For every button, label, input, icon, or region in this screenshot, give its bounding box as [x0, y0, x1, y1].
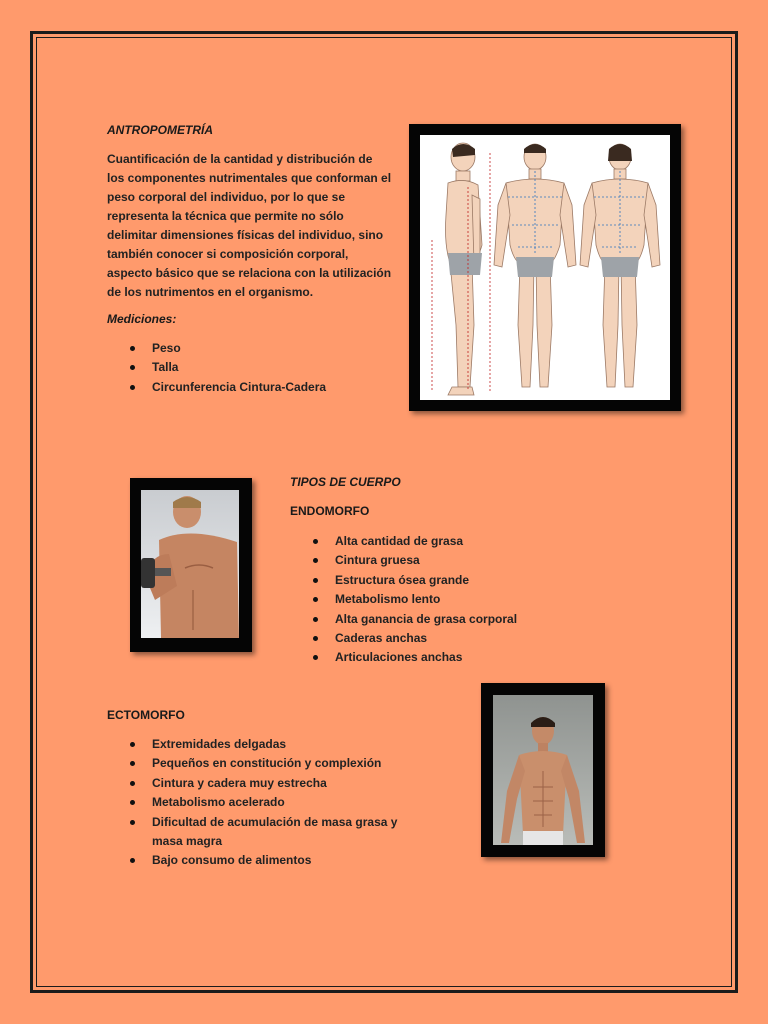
list-item: Dificultad de acumulación de masa grasa y masa magra [129, 813, 429, 852]
list-item: Caderas anchas [312, 629, 517, 648]
list-item: Pequeños en constitución y complexión [129, 754, 429, 773]
antropometria-paragraph: Cuantificación de la cantidad y distribución de los componentes nutrimentales que conforman el peso corporal del individuo, por lo que se representa la técnica que permite no sólo delimitar dimensiones físicas del individuo, sino también conocer si composición corporal, aspecto básico que se relaciona con la utilización de los nutrimentos en el organismo. [107, 152, 392, 299]
list-item: Metabolismo lento [312, 590, 517, 609]
list-item: Alta ganancia de grasa corporal [312, 610, 517, 629]
list-item: Estructura ósea grande [312, 571, 517, 590]
endomorfo-list [312, 532, 517, 668]
ectomorph-photo-frame [481, 683, 605, 857]
list-item: Metabolismo acelerado [129, 793, 429, 812]
mediciones-list [129, 339, 326, 397]
mediciones-title: Mediciones: [107, 312, 177, 326]
list-item: Articulaciones anchas [312, 648, 517, 667]
list-item: Alta cantidad de grasa [312, 532, 517, 551]
ectomorfo-list [129, 735, 429, 871]
list-item: Extremidades delgadas [129, 735, 429, 754]
anthropometry-figure [409, 124, 681, 411]
list-item: Talla [129, 358, 326, 377]
body-measurement-illustration [420, 135, 670, 400]
list-item: Cintura gruesa [312, 551, 517, 570]
muscular-man-dumbbell-photo [141, 490, 239, 638]
endomorfo-title: ENDOMORFO [290, 504, 370, 518]
list-item: Peso [129, 339, 326, 358]
antropometria-title: ANTROPOMETRÍA [107, 123, 213, 137]
tipos-title: TIPOS DE CUERPO [290, 475, 401, 489]
lean-man-shirtless-photo [493, 695, 593, 845]
list-item: Circunferencia Cintura-Cadera [129, 378, 326, 397]
ectomorfo-title: ECTOMORFO [107, 708, 185, 722]
list-item: Cintura y cadera muy estrecha [129, 774, 429, 793]
endomorph-photo-frame [130, 478, 252, 652]
list-item: Bajo consumo de alimentos [129, 851, 429, 870]
